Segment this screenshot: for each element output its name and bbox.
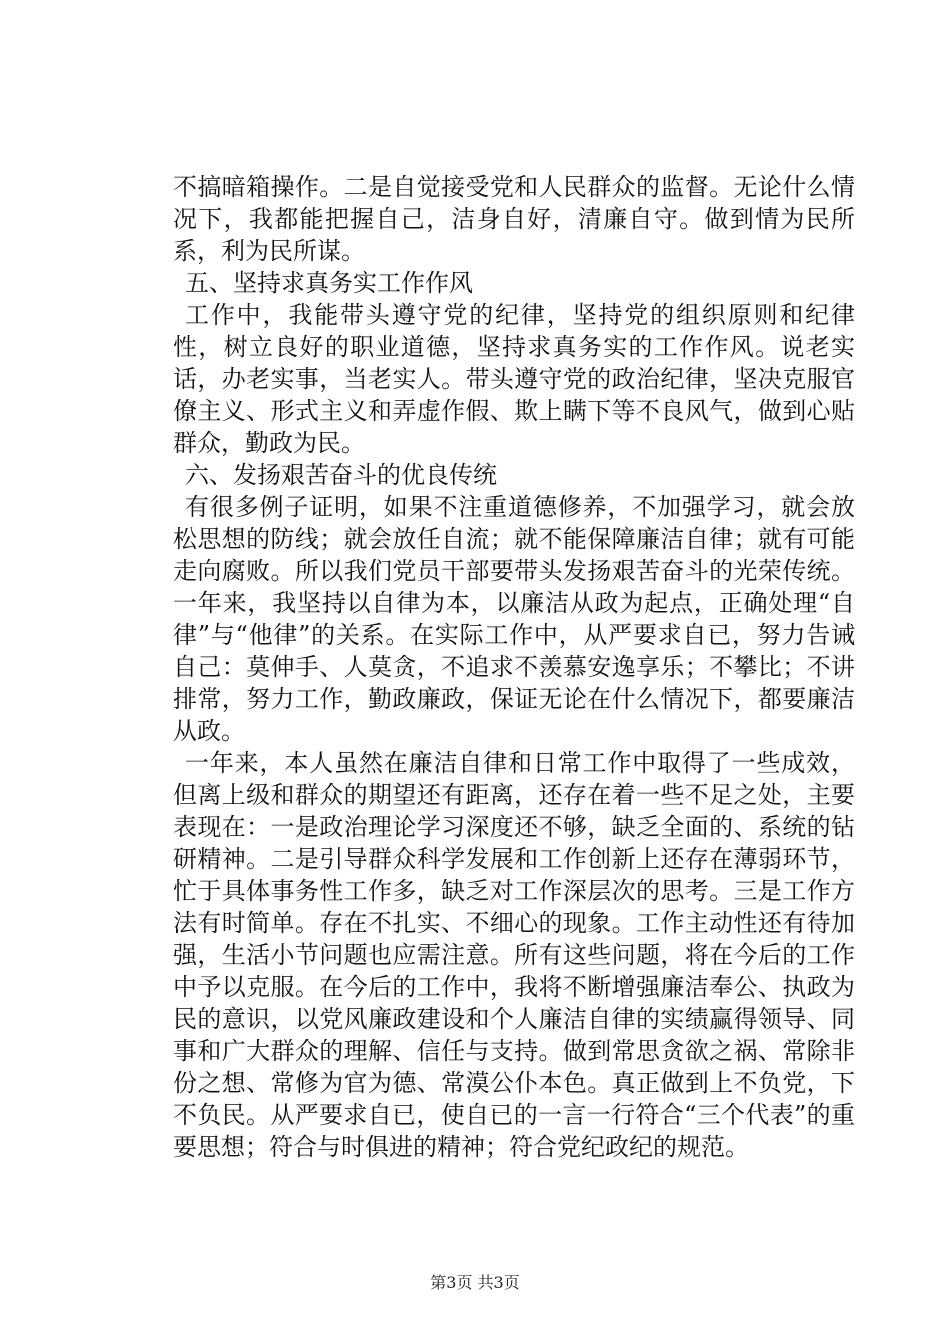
paragraph-hard-work: 有很多例子证明，如果不注重道德修养，不加强学习，就会放松思想的防线；就会放任自流；就不能保障廉洁自律；就有可能走向腐败。所以我们党员干部要带头发扬艰苦奋斗的光荣传统。一年来，我坚持以自律为本，以廉洁从政为起点，正确处理“自律”与“他律”的关系。在实际工作中，从严要求自已，努力告诫自己：莫伸手、人莫贪，不追求不羡慕安逸享乐；不攀比；不讲排常，努力工作，勤政廉政，保证无论在什么情况下，都要廉洁从政。 [173, 493, 855, 745]
paragraph-shortcomings: 一年来，本人虽然在廉洁自律和日常工作中取得了一些成效，但离上级和群众的期望还有距离，还存在着一些不足之处，主要表现在：一是政治理论学习深度还不够，缺乏全面的、系统的钻研精神。二是引导群众科学发展和工作创新上还存在薄弱环节，忙于具体事务性工作多，缺乏对工作深层次的思考。三是工作方法有时简单。存在不扎实、不细心的现象。工作主动性还有待加强，生活小节问题也应需注意。所有这些问题，将在今后的工作中予以克服。在今后的工作中，我将不断增强廉洁奉公、执政为民的意识，以党风廉政建设和个人廉洁自律的实绩赢得领导、同事和广大群众的理解、信任与支持。做到常思贪欲之祸、常除非份之想、常修为官为德、常漠公仆本色。真正做到上不负党，下不负民。从严要求自已，使自已的一言一行符合“三个代表”的重要思想；符合与时俱进的精神；符合党纪政纪的规范。 [173, 749, 855, 1161]
paragraph-continuation: 不搞暗箱操作。二是自觉接受党和人民群众的监督。无论什么情况下，我都能把握自己，洁身自好，清廉自守。做到情为民所系，利为民所谋。 [173, 173, 855, 265]
paragraph-work-style: 工作中，我能带头遵守党的纪律，坚持党的组织原则和纪律性，树立良好的职业道德，坚持求真务实的工作作风。说老实话，办老实事，当老实人。带头遵守党的政治纪律，坚决克服官僚主义、形式主义和弄虚作假、欺上瞒下等不良风气，做到心贴群众，勤政为民。 [173, 301, 855, 457]
page-number-footer: 第3页 共3页 [430, 1273, 520, 1292]
document-body [173, 171, 855, 1163]
section-heading-six: 六、发扬艰苦奋斗的优良传统 [185, 461, 497, 489]
section-heading-five: 五、坚持求真务实工作作风 [185, 269, 473, 297]
